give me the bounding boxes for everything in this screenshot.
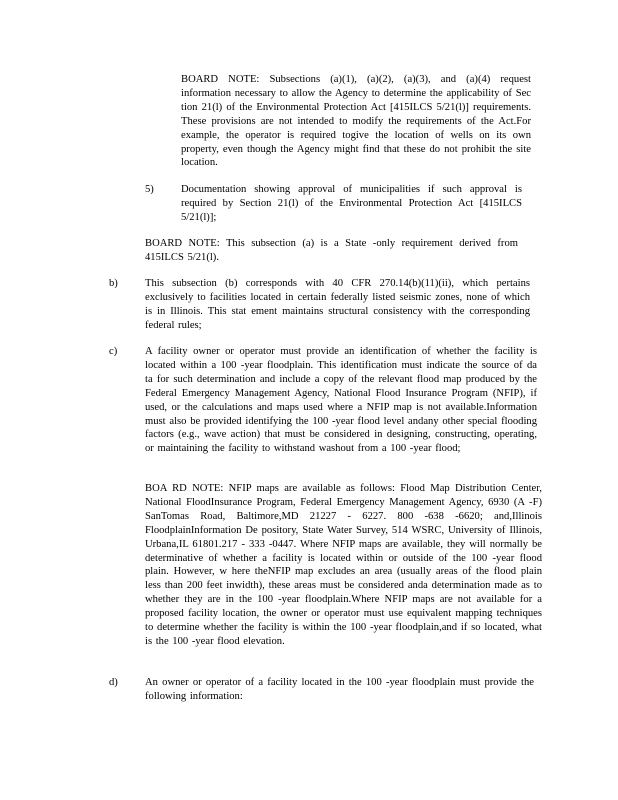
item-b-text: This subsection (b) corresponds with 40 CFR 270.14(b)(11)(ii), which pertains exclusively to facilities located in certain federally listed seismic zones, none of which is in Illinois. This stat ement maintains structural consistency with the corresponding federal rules; — [145, 278, 530, 331]
item-c-text: A facility owner or operator must provide an identification of whether the facility is located within a 100 -year floodplain. This identification must indicate the source of da ta for such determination and include a copy of the relevant flood map produced by the Federal Emergency Management Agency, National Flood Insurance Program (NFIP), if used, or the calculations and maps used where a NFIP map is not available.Information must also be provided identifying the 100 -year flood level andany other special flooding factors (e.g., wave action) that must be considered in designing, constructing, operating, or maintaining the facility to withstand washout from a 100 -year flood; — [145, 346, 537, 455]
board-note-state-only: BOARD NOTE: This subsection (a) is a State -only requirement derived from 415ILCS 5/21(l). — [145, 238, 518, 263]
item-5-label: 5) — [145, 184, 154, 195]
item-c-label: c) — [109, 346, 118, 357]
board-note-nfip-maps: BOA RD NOTE: NFIP maps are available as follows: Flood Map Distribution Center, National FloodInsurance Program, Federal Emergency Management Agency, 6930 (A -F) SanTomas Road, Baltimore,MD 21227 - 6227. 800 -638 -6620; and,Illinois FloodplainInformation De pository, State Water Survey, 514 WSRC, University of Illinois, Urbana,IL 61801.217 - 333 -0447. Where NFIP maps are available, they will normally be determinative of whether a facility is located within or outside of the 100 -year flood plain. However, w here theNFIP map excludes an area (usually areas of the flood plain less than 200 feet inwidth), these areas must be considered anda determination made as to whether they are in the 100 -year floodplain.Where NFIP maps are not available for a proposed facility location, the owner or operator must use equivalent mapping techniques to determine whether the facility is within the 100 -year floodplain,and if so located, what is the 100 -year flood elevation. — [145, 483, 542, 647]
item-d-label: d) — [109, 677, 118, 688]
item-5-text: Documentation showing approval of municipalities if such approval is required by Section 21(l) of the Environmental Protection Act [415ILCS 5/21(l)]; — [181, 184, 522, 223]
item-b-label: b) — [109, 278, 118, 289]
board-note-subsections: BOARD NOTE: Subsections (a)(1), (a)(2), (a)(3), and (a)(4) request information necessary to allow the Agency to determine the applicability of Sec tion 21(l) of the Environmental Protection Act [415ILCS 5/21(l)] requirements. These provisions are not intended to modify the requirements of the Act.For example, the operator is required togive the location of wells on its own property, even though the Agency might find that these do not prohibit the site location. — [181, 74, 531, 169]
item-d-text: An owner or operator of a facility located in the 100 -year floodplain must provide the following information: — [145, 677, 534, 702]
